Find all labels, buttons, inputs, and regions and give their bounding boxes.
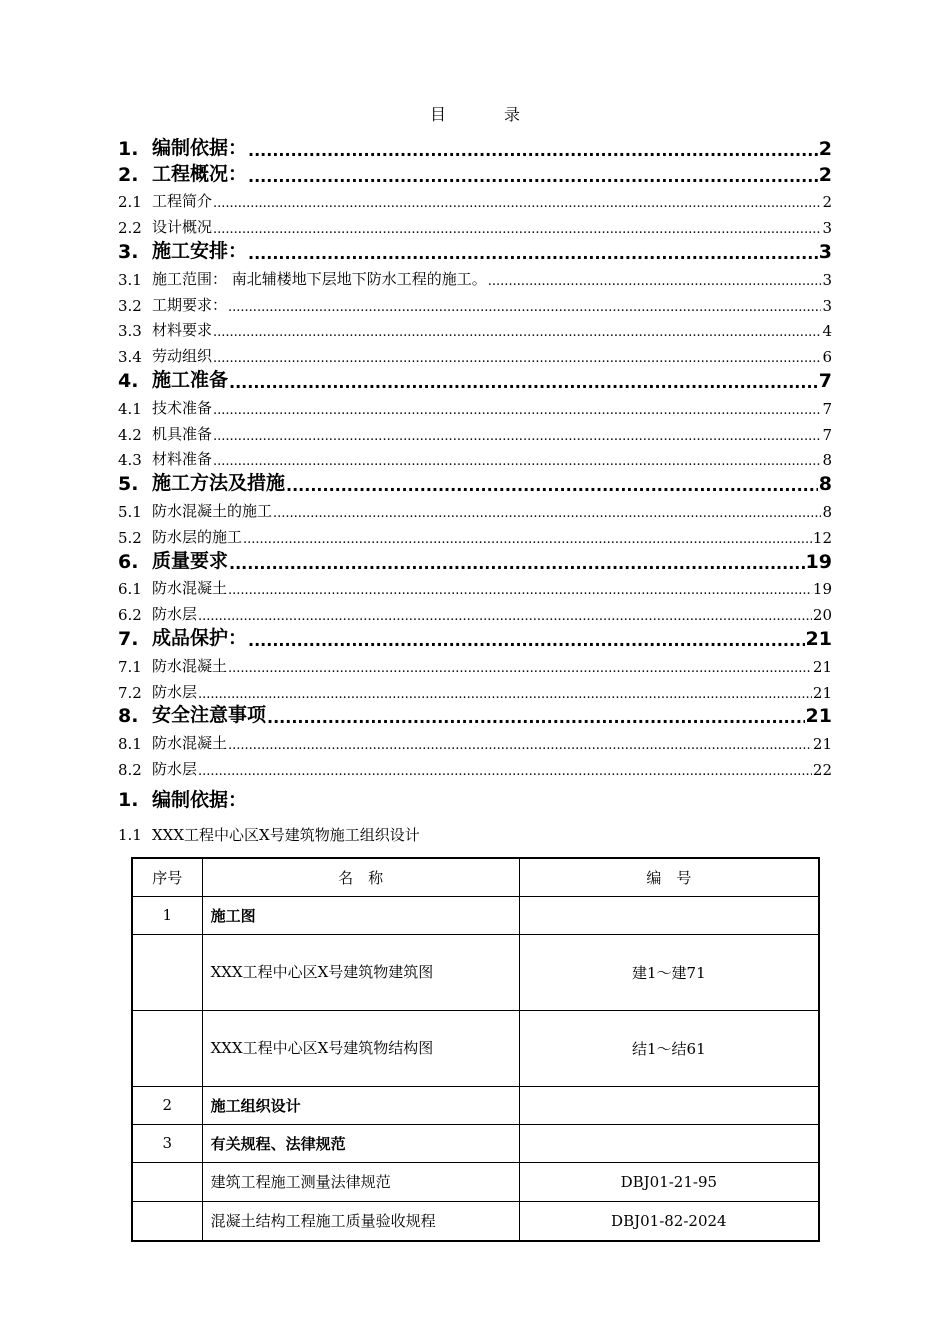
toc-entry-page: 2: [818, 137, 832, 160]
toc-entry-number: 7.1: [118, 657, 142, 676]
toc-entry-page: 3: [822, 270, 832, 289]
toc-entry[interactable]: [118, 315, 832, 341]
subsection-title: XXX工程中心区X号建筑物施工组织设计: [152, 826, 420, 844]
toc-entry[interactable]: [118, 727, 832, 753]
subsection-heading: [118, 824, 420, 845]
toc-entry-page: 19: [805, 550, 832, 573]
toc-entry-number: 2.1: [118, 193, 142, 212]
toc-entry-number: 5.: [118, 473, 139, 496]
subsection-number: 1.1: [118, 826, 142, 844]
toc-leader-dots: [248, 141, 818, 160]
table-row: [132, 1010, 819, 1086]
toc-entry-number: 3.2: [118, 296, 142, 315]
cell-seq: [132, 1162, 202, 1201]
toc-entry[interactable]: [118, 469, 832, 495]
cell-code: [519, 1124, 819, 1162]
toc-entry-label: 工期要求：: [152, 295, 228, 314]
toc-entry-page: 8: [818, 473, 832, 496]
toc-leader-dots: [228, 661, 812, 676]
header-code: 编 号: [519, 858, 819, 896]
toc-entry-page: 2: [818, 163, 832, 186]
toc-leader-dots: [243, 532, 812, 547]
toc-leader-dots: [198, 609, 812, 624]
toc-entry-number: 8.2: [118, 760, 142, 779]
toc-entry[interactable]: [118, 263, 832, 289]
toc-entry[interactable]: [118, 624, 832, 650]
toc-entry-number: 5.1: [118, 502, 142, 521]
toc-entry-label: 设计概况: [152, 218, 213, 237]
table-of-contents: [118, 134, 832, 779]
toc-entry[interactable]: [118, 211, 832, 237]
toc-entry[interactable]: [118, 289, 832, 315]
cell-name: 混凝土结构工程施工质量验收规程: [202, 1201, 519, 1241]
toc-entry-page: 3: [822, 219, 832, 238]
section-number: 1.: [118, 789, 139, 811]
toc-entry-label: 防水混凝土: [152, 579, 228, 598]
toc-leader-dots: [198, 687, 812, 702]
toc-leader-dots: [213, 403, 821, 418]
toc-entry-number: 4.: [118, 369, 139, 392]
header-seq: 序号: [132, 858, 202, 896]
table-row: [132, 1162, 819, 1201]
toc-entry-number: 2.: [118, 163, 139, 186]
cell-name: 建筑工程施工测量法律规范: [202, 1162, 519, 1201]
toc-leader-dots: [213, 196, 821, 211]
toc-entry[interactable]: [118, 392, 832, 418]
table-row: [132, 1201, 819, 1241]
toc-entry-number: 7.: [118, 627, 139, 650]
toc-leader-dots: [248, 631, 805, 650]
toc-entry-label: 劳动组织: [152, 347, 213, 366]
toc-entry[interactable]: [118, 366, 832, 392]
toc-entry-page: 3: [822, 296, 832, 315]
toc-entry-label: 施工安排：: [152, 239, 248, 262]
reference-table: [131, 857, 820, 1242]
header-name: 名 称: [202, 858, 519, 896]
toc-entry-label: 技术准备: [152, 398, 213, 417]
toc-entry-page: 6: [822, 348, 832, 367]
toc-entry-page: 3: [818, 240, 832, 263]
toc-entry-label: 防水层的施工: [152, 527, 243, 546]
toc-entry-label: 施工方法及措施: [152, 472, 286, 495]
toc-entry[interactable]: [118, 444, 832, 470]
toc-leader-dots: [488, 274, 822, 289]
toc-entry-number: 6.: [118, 550, 139, 573]
toc-entry-label: 防水层: [152, 605, 198, 624]
toc-entry-page: 12: [812, 528, 832, 547]
table-row: [132, 934, 819, 1010]
toc-entry-number: 6.2: [118, 606, 142, 625]
toc-entry[interactable]: [118, 702, 832, 728]
toc-entry[interactable]: [118, 753, 832, 779]
cell-code: DBJ01-82-2024: [519, 1201, 819, 1241]
section-heading: [118, 785, 247, 812]
toc-entry-page: 21: [812, 683, 832, 702]
toc-leader-dots: [229, 373, 818, 392]
toc-entry[interactable]: [118, 598, 832, 624]
toc-entry[interactable]: [118, 521, 832, 547]
toc-entry-number: 6.1: [118, 580, 142, 599]
toc-leader-dots: [213, 351, 821, 366]
toc-leader-dots: [213, 454, 821, 469]
toc-entry-label: 机具准备: [152, 424, 213, 443]
toc-entry-page: 2: [822, 193, 832, 212]
toc-leader-dots: [198, 764, 812, 779]
table-row: [132, 1124, 819, 1162]
toc-entry[interactable]: [118, 160, 832, 186]
page-title-char: 目: [429, 105, 446, 124]
toc-leader-dots: [248, 244, 818, 263]
toc-entry-page: 8: [822, 502, 832, 521]
toc-entry-label: 防水混凝土的施工: [152, 501, 273, 520]
toc-entry-page: 21: [805, 627, 832, 650]
toc-entry-label: 工程简介: [152, 192, 213, 211]
cell-code: 结1～结61: [519, 1010, 819, 1086]
toc-entry-number: 4.1: [118, 399, 142, 418]
toc-entry-label: 材料准备: [152, 450, 213, 469]
table-header-row: [132, 858, 819, 896]
toc-entry-label: 防水层: [152, 759, 198, 778]
toc-entry-page: 4: [822, 322, 832, 341]
cell-name: 有关规程、法律规范: [202, 1124, 519, 1162]
toc-entry-label: 材料要求: [152, 321, 213, 340]
cell-seq: 3: [132, 1124, 202, 1162]
toc-entry-number: 3.3: [118, 322, 142, 341]
toc-entry-page: 19: [812, 580, 832, 599]
toc-leader-dots: [286, 476, 818, 495]
toc-entry-label: 编制依据：: [152, 136, 248, 159]
cell-code: DBJ01-21-95: [519, 1162, 819, 1201]
toc-entry-number: 4.2: [118, 425, 142, 444]
toc-entry-label: 防水混凝土: [152, 656, 228, 675]
toc-entry-page: 7: [822, 399, 832, 418]
toc-entry-number: 8.1: [118, 735, 142, 754]
toc-entry-label: 防水混凝土: [152, 734, 228, 753]
toc-leader-dots: [228, 738, 812, 753]
cell-seq: 2: [132, 1086, 202, 1124]
toc-entry[interactable]: [118, 573, 832, 599]
toc-entry-number: 4.3: [118, 451, 142, 470]
cell-name: XXX工程中心区X号建筑物建筑图: [202, 934, 519, 1010]
toc-entry-label: 成品保护：: [152, 626, 248, 649]
toc-entry-page: 21: [805, 705, 832, 728]
toc-leader-dots: [273, 506, 821, 521]
table-row: [132, 896, 819, 934]
cell-seq: [132, 1201, 202, 1241]
toc-entry[interactable]: [118, 495, 832, 521]
toc-leader-dots: [213, 429, 821, 444]
toc-entry-label: 施工范围： 南北辅楼地下层地下防水工程的施工。: [152, 269, 487, 288]
toc-entry-number: 3.1: [118, 270, 142, 289]
page-title-char: 录: [504, 105, 521, 124]
table-row: [132, 1086, 819, 1124]
toc-entry-number: 1.: [118, 137, 139, 160]
cell-name: XXX工程中心区X号建筑物结构图: [202, 1010, 519, 1086]
toc-leader-dots: [248, 167, 818, 186]
toc-entry-page: 21: [812, 657, 832, 676]
toc-entry-number: 7.2: [118, 683, 142, 702]
toc-entry-number: 3.: [118, 240, 139, 263]
cell-seq: [132, 1010, 202, 1086]
cell-seq: [132, 934, 202, 1010]
toc-entry-number: 5.2: [118, 528, 142, 547]
cell-name: 施工图: [202, 896, 519, 934]
cell-code: [519, 1086, 819, 1124]
cell-seq: 1: [132, 896, 202, 934]
toc-leader-dots: [229, 554, 805, 573]
toc-entry-page: 20: [812, 606, 832, 625]
toc-entry[interactable]: [118, 340, 832, 366]
page-title: [0, 102, 950, 125]
toc-entry-page: 8: [822, 451, 832, 470]
cell-code: [519, 896, 819, 934]
toc-entry-page: 22: [812, 760, 832, 779]
section-title: 编制依据：: [152, 789, 248, 811]
toc-entry[interactable]: [118, 650, 832, 676]
cell-name: 施工组织设计: [202, 1086, 519, 1124]
toc-leader-dots: [228, 300, 821, 315]
toc-entry-number: 8.: [118, 705, 139, 728]
toc-entry-number: 2.2: [118, 219, 142, 238]
toc-entry-number: 3.4: [118, 348, 142, 367]
toc-entry[interactable]: [118, 676, 832, 702]
toc-leader-dots: [213, 325, 821, 340]
toc-entry-label: 防水层: [152, 682, 198, 701]
toc-entry-label: 安全注意事项: [152, 704, 267, 727]
toc-leader-dots: [228, 583, 812, 598]
toc-entry-label: 施工准备: [152, 368, 229, 391]
toc-entry[interactable]: [118, 134, 832, 160]
toc-entry[interactable]: [118, 186, 832, 212]
toc-entry[interactable]: [118, 237, 832, 263]
toc-leader-dots: [213, 222, 821, 237]
toc-entry-page: 21: [812, 735, 832, 754]
cell-code: 建1～建71: [519, 934, 819, 1010]
toc-entry[interactable]: [118, 547, 832, 573]
toc-leader-dots: [267, 708, 805, 727]
toc-entry-page: 7: [818, 369, 832, 392]
toc-entry-page: 7: [822, 425, 832, 444]
toc-entry-label: 质量要求: [152, 549, 229, 572]
toc-entry[interactable]: [118, 418, 832, 444]
toc-entry-label: 工程概况：: [152, 162, 248, 185]
